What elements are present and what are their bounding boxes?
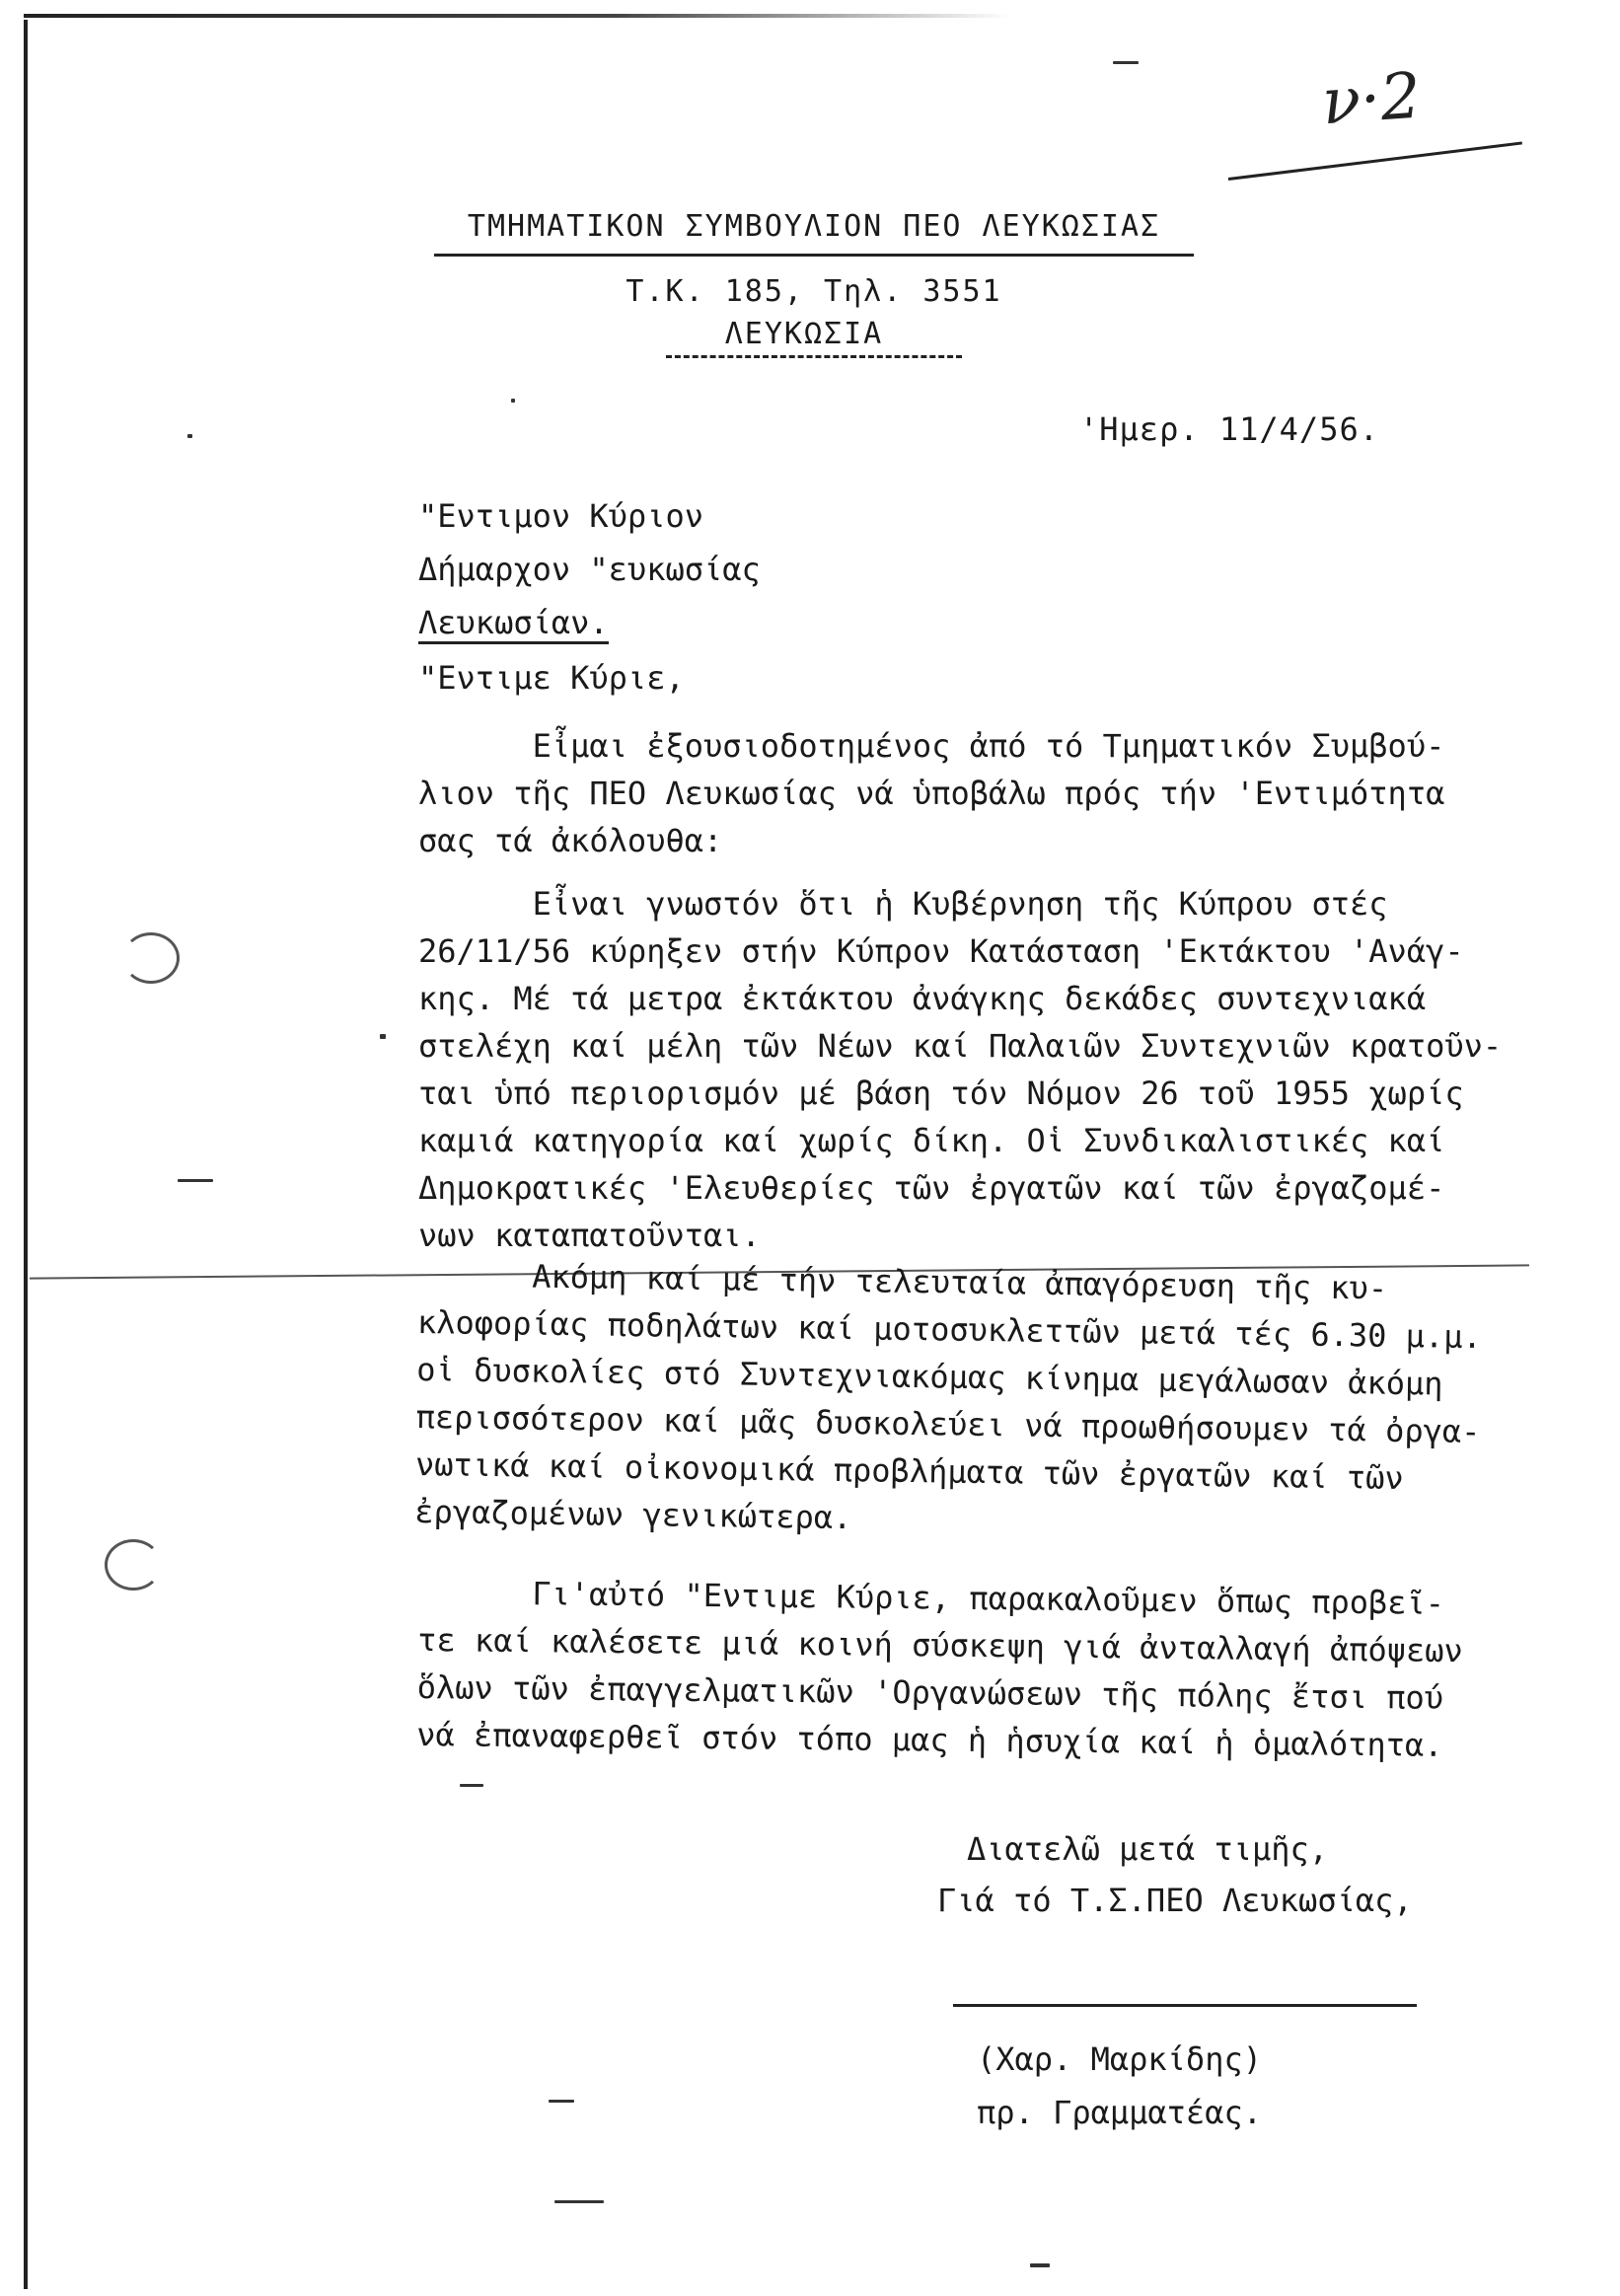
signature-line [953, 2004, 1417, 2007]
body-line: καμιά κατηγορία καί χωρίς δίκη. Οἱ Συνδικαλιστικές καί [418, 1122, 1445, 1159]
signatory-name: (Χαρ. Μαρκίδης) [977, 2040, 1262, 2078]
body-line: νωτικά καί οἰκονομικά προβλήματα τῶν ἐργατῶν καί τῶν [414, 1444, 1404, 1497]
body-line: σας τά ἀκόλουθα: [418, 822, 723, 859]
scan-speck [549, 2100, 574, 2103]
scan-speck [1113, 61, 1139, 64]
body-line: ἐργαζομένων γενικώτερα. [414, 1492, 852, 1537]
closing-line: Διατελῶ μετά τιμῆς, [967, 1830, 1329, 1868]
handwritten-stroke [1228, 141, 1522, 181]
body-line: λιον τῆς ΠΕΟ Λευκωσίας νά ὑποβάλω πρός τήν 'Εντιμότητα [418, 775, 1445, 812]
scan-speck [460, 1784, 483, 1787]
body-paragraph-2 [418, 880, 1563, 1259]
scan-speck [554, 2200, 604, 2203]
letter-date: 'Ημερ. 11/4/56. [1079, 410, 1379, 448]
body-line: Ακόμη καί μέ τήν τελευταία ἀπαγόρευση τῆς κυ- [417, 1255, 1388, 1307]
letterhead-organization: ΤΜΗΜΑΤΙΚΟΝ ΣΥΜΒΟΥΛΙΟΝ ΠΕΟ ΛΕΥΚΩΣΙΑΣ [434, 209, 1194, 257]
scan-speck [1030, 2263, 1050, 2267]
body-line: οἱ δυσκολίες στό Συντεχνιακόμας κίνημα μεγάλωσαν ἀκόμη [416, 1350, 1443, 1403]
signatory-block [977, 2033, 1262, 2139]
letterhead-city: ΛΕΥΚΩΣΙΑ [666, 317, 963, 358]
addressee-line: "Εντιμον Κύριον [418, 497, 703, 535]
body-line: τε καί καλέσετε μιά κοινή σύσκεψη γιά ἀνταλλαγή ἀπόψεων [417, 1620, 1463, 1670]
body-paragraph-1 [418, 722, 1563, 864]
closing-line: Γιά τό Τ.Σ.ΠΕΟ Λευκωσίας, [937, 1882, 1413, 1919]
body-line: ται ὑπό περιορισμόν μέ βάση τόν Νόμον 26 τοῦ 1955 χωρίς [418, 1074, 1464, 1112]
body-paragraph-4 [416, 1569, 1563, 1770]
scan-speck [380, 1034, 386, 1039]
letterhead [434, 209, 1194, 358]
letterhead-address: Τ.Κ. 185, Τηλ. 3551 [626, 274, 1002, 309]
salutation: "Εντιμε Κύριε, [418, 659, 685, 697]
body-line: 26/11/56 κύρηξεν στήν Κύπρον Κατάσταση 'Εκτάκτου 'Ανάγ- [418, 932, 1464, 970]
addressee-line: Δήμαρχον "ευκωσίας [418, 551, 761, 588]
body-line: στελέχη καί μέλη τῶν Νέων καί Παλαιῶν Συντεχνιῶν κρατοῦν- [418, 1027, 1503, 1065]
body-line: νά ἐπαναφερθεῖ στόν τόπο μας ἡ ἡσυχία καί ἡ ὁμαλότητα. [416, 1715, 1443, 1764]
punch-hole-mark [122, 932, 180, 984]
body-line: ὅλων τῶν ἐπαγγελματικῶν 'Οργανώσεων τῆς πόλης ἔτσι πού [416, 1667, 1444, 1717]
scan-edge-top [24, 14, 1010, 18]
body-line: Δημοκρατικές 'Ελευθερίες τῶν ἐργατῶν καί τῶν ἐργαζομέ- [418, 1169, 1445, 1207]
scan-edge-left [24, 20, 28, 2289]
body-line: κης. Μέ τά μετρα ἐκτάκτου ἀνάγκης δεκάδες συντεχνιακά [418, 980, 1427, 1017]
body-line: κλοφορίας ποδηλάτων καί μοτοσυκλεττῶν μετά τές 6.30 μ.μ. [416, 1302, 1483, 1357]
signatory-title: πρ. Γραμματέας. [977, 2094, 1262, 2131]
body-line: Γι'αὐτό "Εντιμε Κύριε, παρακαλοῦμεν ὅπως προβεῖ- [417, 1573, 1445, 1622]
scan-speck [511, 399, 515, 403]
addressee-block [418, 489, 761, 649]
body-line: Εἶναι γνωστόν ὅτι ἡ Κυβέρνηση τῆς Κύπρου στές [418, 885, 1388, 923]
body-line: περισσότερον καί μᾶς δυσκολεύει νά προωθήσουμεν τά ὀργα- [415, 1397, 1481, 1451]
addressee-city: Λευκωσίαν. [418, 604, 609, 644]
body-line: νων καταπατοῦνται. [418, 1217, 761, 1254]
scan-speck [187, 434, 192, 438]
scan-speck [178, 1179, 213, 1182]
handwritten-number: ν·2 [1319, 59, 1424, 140]
body-line: Εἶμαι ἐξουσιοδοτημένος ἀπό τό Τμηματικόν Συμβού- [418, 727, 1445, 765]
body-paragraph-3 [414, 1251, 1563, 1551]
closing-block [937, 1823, 1413, 1926]
punch-hole-mark [105, 1539, 162, 1591]
